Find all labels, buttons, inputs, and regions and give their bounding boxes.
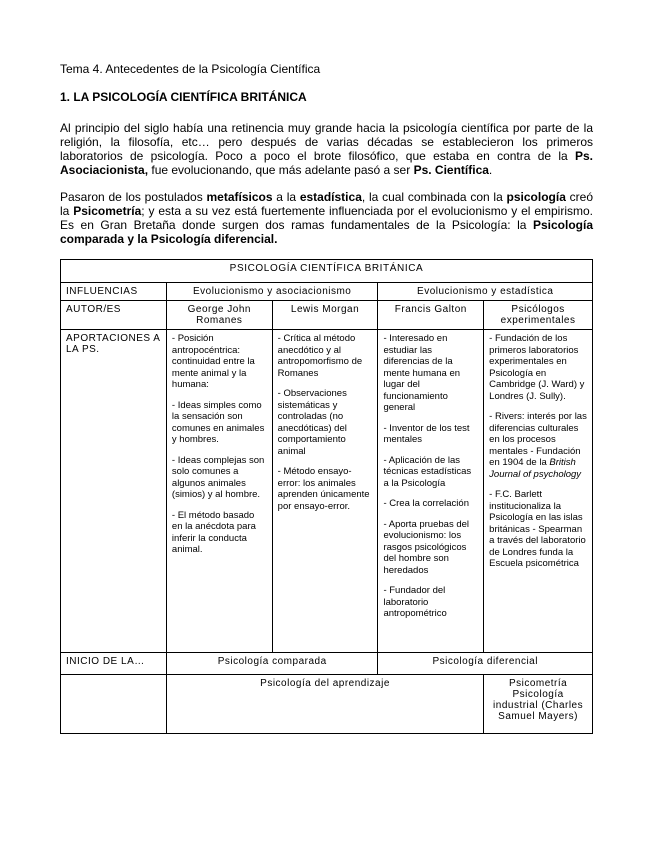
galton-item: - Interesado en estudiar las diferencias de la mente humana en lugar del funcionamiento general: [383, 333, 461, 413]
table-title: PSICOLOGÍA CIENTÍFICA BRITÁNICA: [61, 260, 593, 283]
empty-cell: [61, 675, 167, 734]
paragraph-2: [60, 190, 593, 246]
inicio-comparada: Psicología comparada: [166, 653, 378, 675]
galton-item: - Aplicación de las técnicas estadísticas a la Psicología: [383, 454, 472, 489]
table-row-influencias: [61, 283, 593, 301]
section-heading: 1. LA PSICOLOGÍA CIENTÍFICA BRITÁNICA: [60, 90, 307, 104]
aport-experimentales: [484, 330, 593, 653]
autor-romanes: George John Romanes: [166, 301, 272, 330]
p1-text-e: .: [488, 163, 493, 177]
summary-table: [60, 259, 593, 734]
experimentales-item: - F.C. Barlett institucionaliza la Psicología en las islas británicas - Spearman a través del laboratorio de Londres funda la Escuela psicométrica: [489, 489, 586, 569]
inicio-diferencial: Psicología diferencial: [378, 653, 593, 675]
p1-bold-asociacionista: Ps. Asociacionista,: [60, 149, 593, 177]
p2-bold-metafisicos: metafísicos: [206, 190, 273, 204]
galton-item: - Aporta pruebas del evolucionismo: los rasgos psicológicos del hombre son heredados: [383, 518, 470, 576]
influencia-2: Evolucionismo y estadística: [378, 283, 593, 301]
experimentales-item: - Fundación de los primeros laboratorios experimentales en Psicología en Cambridge (J. Ward) y Londres (J. Sully).: [489, 333, 585, 402]
influencia-1: Evolucionismo y asociacionismo: [166, 283, 378, 301]
autor-galton: Francis Galton: [378, 301, 484, 330]
p1-text-a: Al principio del siglo había una retinencia muy grande hacia la psicología científica por parte de la religión, la filosofía, etc… pero después de varias décadas se establecieron los primeros laboratorios de psicología. Poco a poco el brote filosófico, que estaba en contra de la: [60, 121, 593, 163]
romanes-item: - Posición antropocéntrica: continuidad entre la mente animal y la humana:: [171, 333, 255, 390]
galton-item: - Crea la correlación: [383, 498, 469, 509]
morgan-item: - Método ensayo-error: los animales aprenden únicamente por ensayo-error.: [277, 466, 370, 512]
label-aportaciones: APORTACIONES A LA PS.: [61, 330, 167, 653]
p2-text-c: a la: [272, 190, 300, 204]
galton-item: - Inventor de los test mentales: [383, 422, 470, 445]
aport-romanes: [166, 330, 272, 653]
label-inicio: INICIO DE LA…: [61, 653, 167, 675]
morgan-item: - Crítica al método anecdótico y al antropomorfismo de Romanes: [277, 333, 363, 379]
table-row-inicio: [61, 653, 593, 675]
document-page: [60, 62, 593, 734]
romanes-item: - El método basado en la anécdota para inferir la conducta animal.: [171, 509, 256, 555]
autor-morgan: Lewis Morgan: [272, 301, 378, 330]
table-row-ramas: [61, 675, 593, 734]
journal-title: British Journal of psychology: [489, 457, 582, 480]
p2-text-g: creó la: [60, 190, 593, 218]
p2-bold-estadistica: estadística: [299, 190, 362, 204]
p2-bold-psicometria: Psicometría: [73, 204, 142, 218]
romanes-item: - Ideas simples como la sensación son comunes en animales y hombres.: [171, 399, 265, 445]
p1-bold-cientifica: Ps. Científica: [413, 163, 489, 177]
aport-galton: [378, 330, 484, 653]
p2-bold-ramas: Psicología comparada y la Psicología diferencial.: [60, 218, 593, 246]
p2-text-a: Pasaron de los postulados: [60, 190, 207, 204]
galton-item: - Fundador del laboratorio antropométrico: [383, 585, 447, 619]
table-row-aportaciones: [61, 330, 593, 653]
p2-text-i: ; y esta a su vez está fuertemente influenciada por el evolucionismo y el empirismo. Es en Gran Bretaña donde surgen dos ramas fundamentales de la Psicología: la: [60, 204, 593, 232]
p1-text-c: fue evolucionando, que más adelante pasó a ser: [148, 163, 414, 177]
rama-aprendizaje: Psicología del aprendizaje: [166, 675, 483, 734]
table-row-autores: [61, 301, 593, 330]
table-title-row: [61, 260, 593, 283]
morgan-item: - Observaciones sistemáticas y controladas (no anecdóticas) del comportamiento animal: [277, 388, 347, 457]
p2-bold-psicologia: psicología: [506, 190, 566, 204]
topic-title: Tema 4. Antecedentes de la Psicología Científica: [60, 62, 321, 76]
romanes-item: - Ideas complejas son solo comunes a algunos animales (simios) y al hombre.: [171, 454, 265, 500]
p2-text-e: , la cual combinada con la: [361, 190, 507, 204]
rivers-text: - Rivers: interés por las diferencias culturales en los procesos mentales - Fundación en 1904 de la: [489, 411, 587, 468]
rama-psicometria: Psicometría Psicología industrial (Charles Samuel Mayers): [484, 675, 593, 734]
label-autores: AUTOR/ES: [61, 301, 167, 330]
aport-morgan: [272, 330, 378, 653]
experimentales-item: [489, 411, 587, 480]
label-influencias: INFLUENCIAS: [61, 283, 167, 301]
autor-experimentales: Psicólogos experimentales: [484, 301, 593, 330]
paragraph-1: [60, 121, 593, 177]
